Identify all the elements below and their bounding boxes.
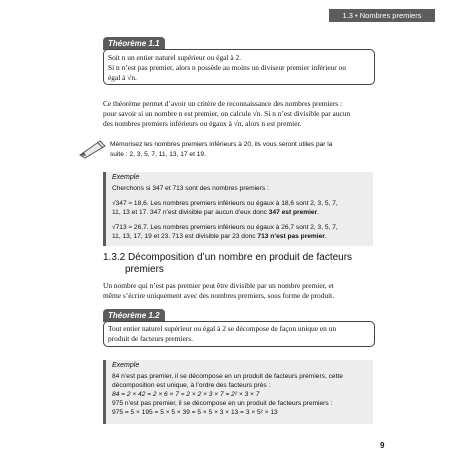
theorem-1-1-line-2: Si n n’est pas premier, alors n possède au moins un diviseur premier inférieur ou [108,63,346,72]
theorem-1-1-line-1: Soit n un entier naturel supérieur ou égal à 2. [108,53,241,62]
result-713: 713 n’est pas premier [257,233,325,240]
example-1-title: Exemple [112,174,140,181]
example-1-line-3: √713 ≈ 26,7. Les nombres premiers inférieurs ou égaux à 26,7 sont 2, 3, 5, 7, [112,224,338,231]
paragraph-1-line-2: pour savoir si un nombre n est premier, on calcule √n. Si n n’est divisible par aucun [103,109,351,118]
example-2-line-2: décomposition est unique, à l’ordre des facteurs près : [112,382,271,389]
example-1-bar [103,172,106,246]
theorem-1-1-line-3: égal à √n. [108,73,137,82]
example-2-bar [103,360,106,424]
example-1-intro: Cherchons si 347 et 713 sont des nombres premiers : [112,185,269,192]
tip-line-1: Mémorisez les nombres premiers inférieurs à 20, ils vous seront utiles par la [110,141,333,148]
example-2-line-3: 84 = 2 × 42 = 2 × 6 × 7 = 2 × 2 × 3 × 7 = 2² × 3 × 7 [112,391,260,398]
paragraph-2-line-1: Un nombre qui n’est pas premier peut être divisible par un nombre premier, et [103,281,334,290]
section-number: 1.3.2 [103,252,126,263]
example-1-line-1: √347 ≈ 18,6. Les nombres premiers inférieurs ou égaux à 18,6 sont 2, 3, 5, 7, [112,200,338,207]
page-number: 9 [380,441,385,450]
example-1-line-4: 11, 13, 17, 19 et 23. 713 est divisible par 23 donc 713 n’est pas premier. [112,233,327,240]
result-347: 347 est premier [268,209,318,216]
section-heading [103,252,352,264]
section-title-line-2: premiers [125,264,164,275]
theorem-1-1-label: Théorème 1.1 [103,37,165,50]
theorem-1-2-label: Théorème 1.2 [103,309,165,322]
paragraph-2-line-2: même s’écrire uniquement avec des nombres premiers, sous forme de produit. [103,291,335,300]
tip-line-2: suite : 2, 3, 5, 7, 11, 13, 17 et 19. [110,151,206,158]
theorem-1-2-line-2: produit de facteurs premiers. [108,334,193,343]
pencil-icon [78,137,108,159]
theorem-1-2-line-1: Tout entier naturel supérieur ou égal à 2 se décompose de façon unique en un [108,324,337,333]
running-header: 1.3 • Nombres premiers [329,9,435,22]
example-1-line-2: 11, 13 et 17. 347 n’est divisible par aucun d’eux donc 347 est premier. [112,209,320,216]
example-2-line-1: 84 n’est pas premier, il se décompose en un produit de facteurs premiers, cette [112,373,343,380]
example-2-line-4: 975 n’est pas premier, il se décompose en un produit de facteurs premiers : [112,400,333,407]
example-2-title: Exemple [112,362,140,369]
section-title-line-1: Décomposition d’un nombre en produit de facteurs [128,252,353,263]
example-2-line-5: 975 = 5 × 195 = 5 × 5 × 39 = 5 × 5 × 3 × 13 = 3 × 5² × 13 [112,409,278,416]
paragraph-1-line-3: des nombres premiers inférieurs ou égaux à √n, alors n est premier. [103,119,302,128]
paragraph-1-line-1: Ce théorème permet d’avoir un critère de reconnaissance des nombres premiers : [103,99,343,108]
